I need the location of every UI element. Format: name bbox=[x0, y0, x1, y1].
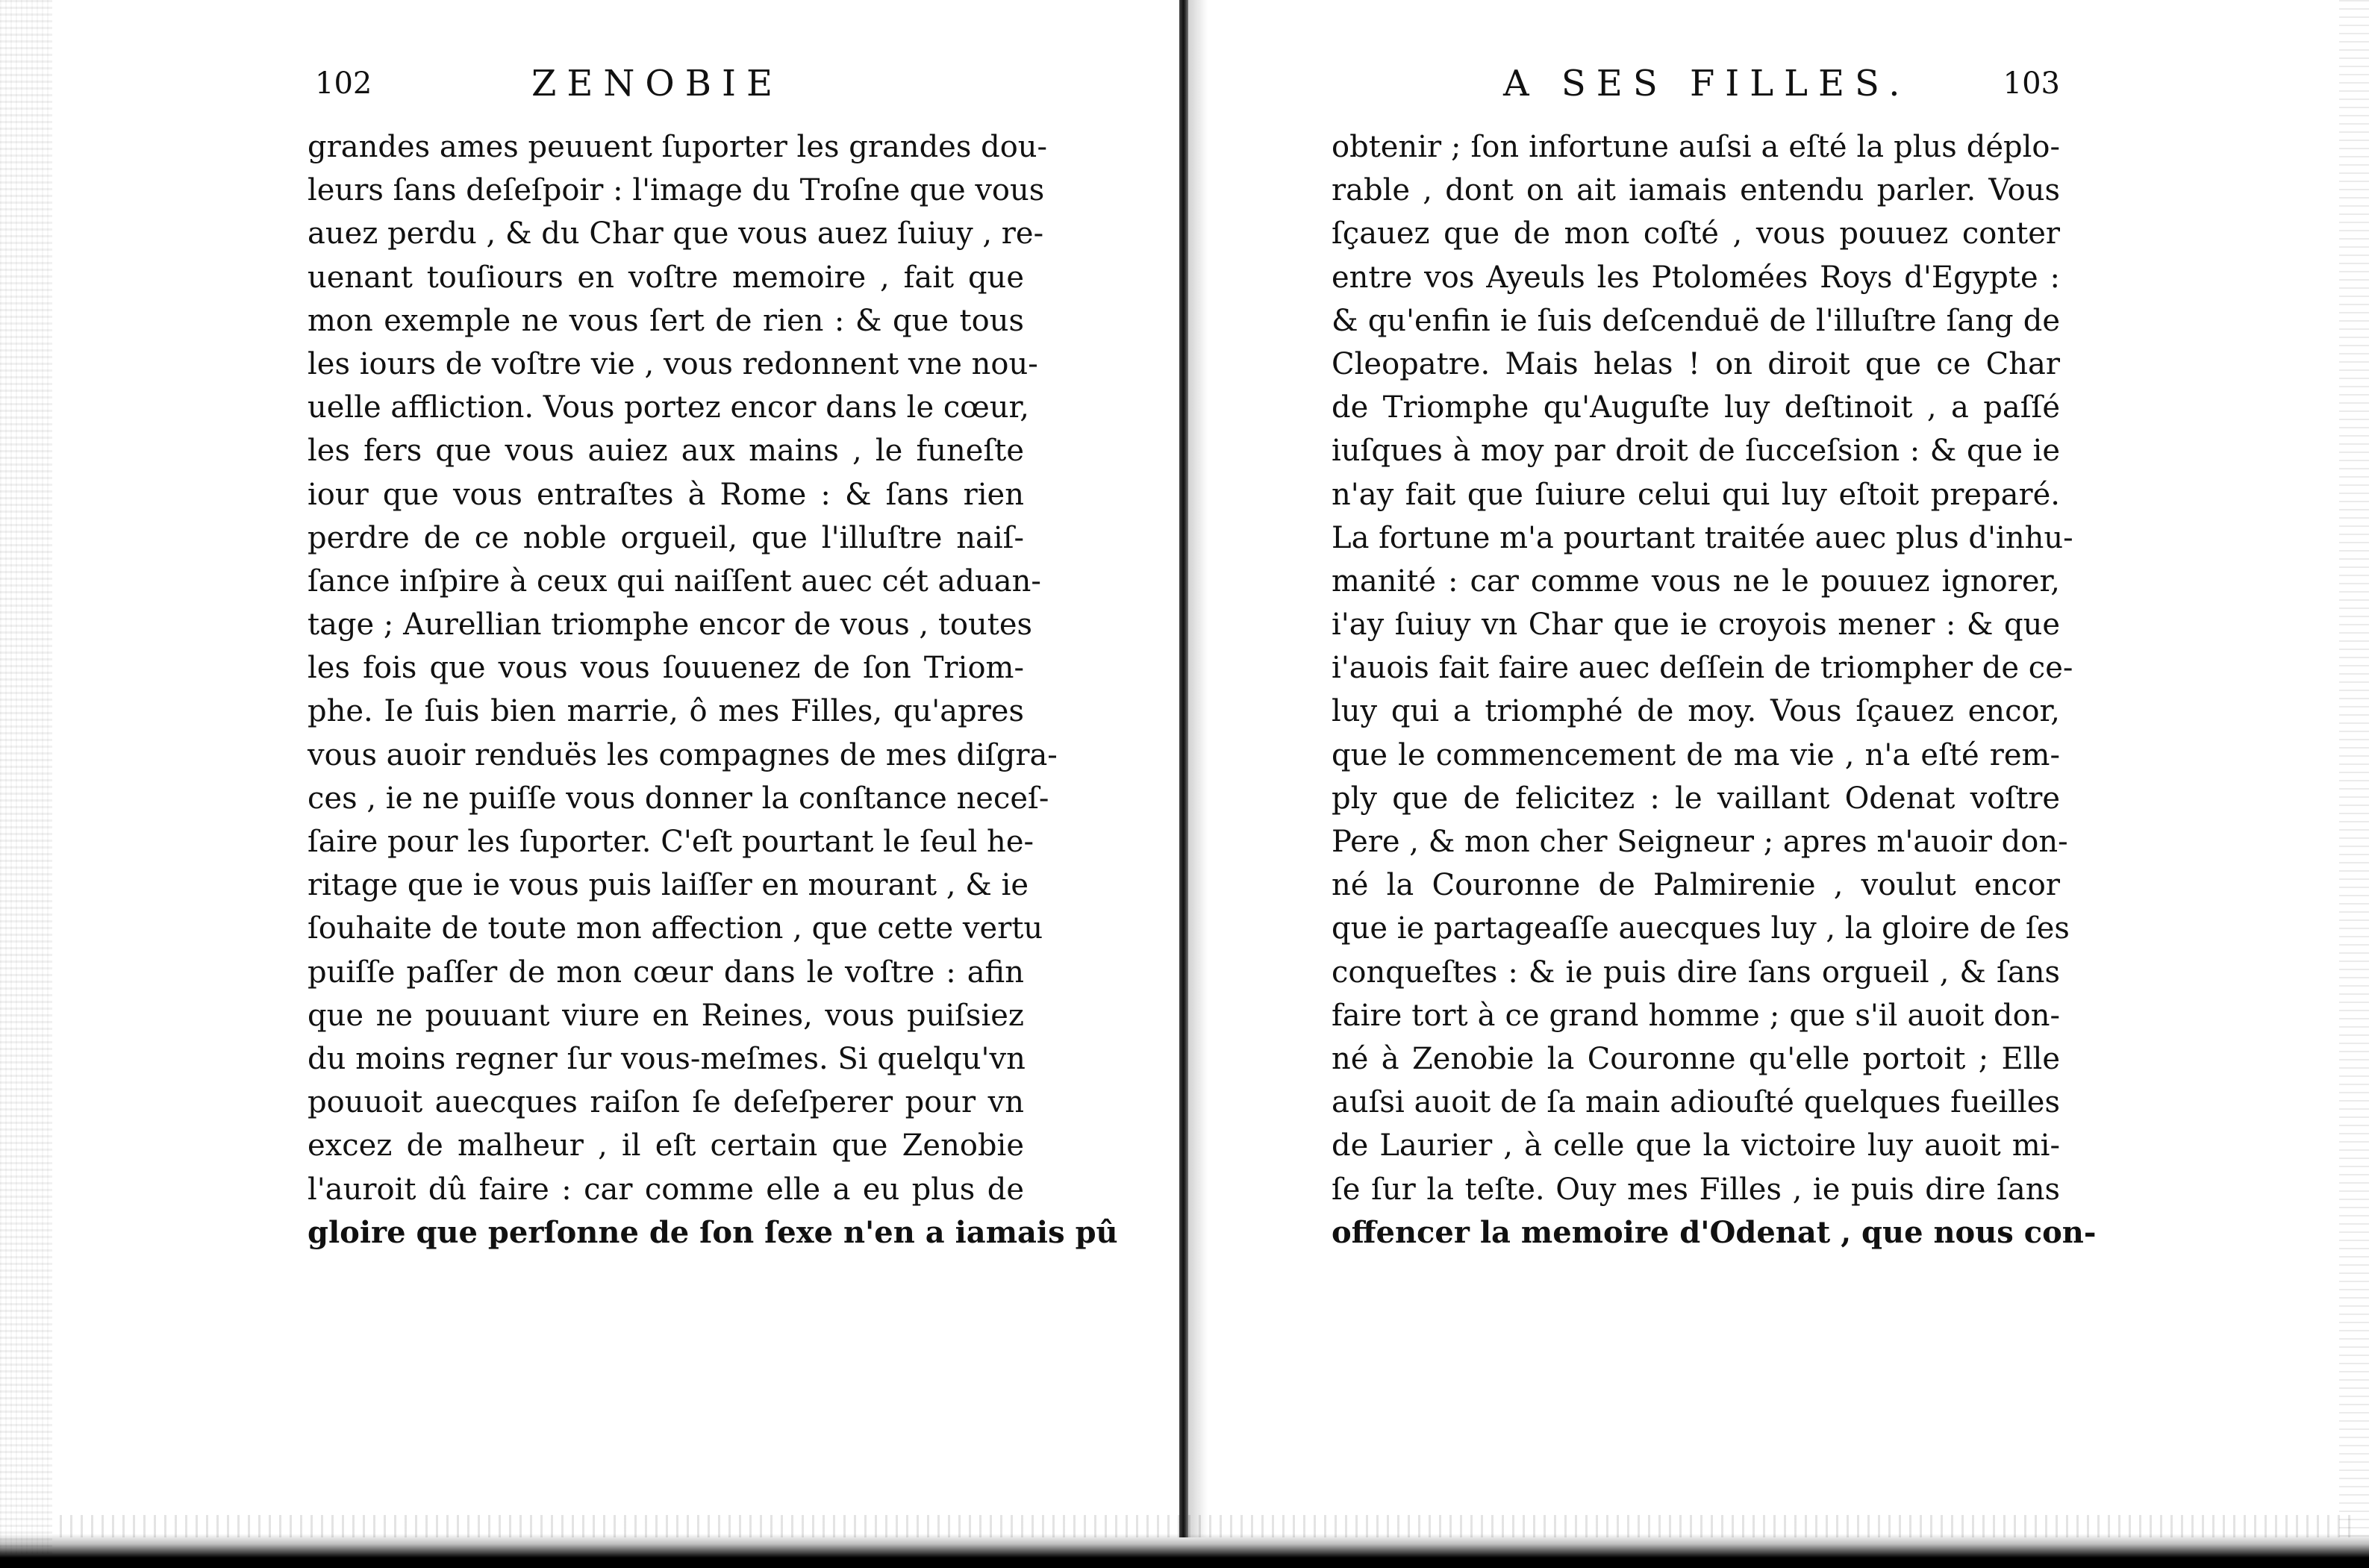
text-line: conqueſtes : & ie puis dire ſans orgueil , & ſans bbox=[1332, 955, 2060, 990]
text-line: ſe ſur la teſte. Ouy mes Filles , ie puis dire ſans bbox=[1332, 1172, 2060, 1207]
text-line: La fortune m'a pourtant traitée auec plus d'inhu- bbox=[1332, 520, 2073, 555]
text-line: puiſſe paſſer de mon cœur dans le voſtre : afin bbox=[308, 955, 1024, 990]
text-line: l'auroit dû faire : car comme elle a eu plus de bbox=[308, 1172, 1024, 1207]
text-line: auez perdu , & du Char que vous auez ſuiuy , re- bbox=[308, 216, 1044, 252]
text-line: i'auois fait faire auec deſſein de triompher de ce- bbox=[1332, 651, 2073, 686]
text-line: que le commencement de ma vie , n'a eſté rem- bbox=[1332, 737, 2060, 772]
text-line: perdre de ce noble orgueil, que l'illuſtre naiſ- bbox=[308, 520, 1024, 555]
text-line: né à Zenobie la Couronne qu'elle portoit ; Elle bbox=[1332, 1041, 2060, 1076]
right-running-head bbox=[1332, 61, 2060, 106]
book-gutter bbox=[1179, 0, 1188, 1537]
text-line: luy qui a triomphé de moy. Vous ſçauez encor, bbox=[1332, 694, 2060, 729]
text-line: phe. Ie ſuis bien marrie, ô mes Filles, qu'apres bbox=[308, 694, 1024, 729]
scan-left-edge bbox=[0, 0, 52, 1568]
text-line: ritage que ie vous puis laiſſer en mourant , & ie bbox=[308, 868, 1029, 903]
text-line: que ie partageaſſe auecques luy , la gloire de ſes bbox=[1332, 911, 2070, 946]
right-head-title: A SES FILLES. bbox=[1503, 63, 1911, 104]
text-line: mon exemple ne vous ſert de rien : & que tous bbox=[308, 303, 1024, 338]
text-line: ſçauez que de mon coſté , vous pouuez conter bbox=[1332, 216, 2060, 252]
scan-bottom-edge bbox=[0, 1534, 2369, 1568]
text-line: pouuoit auecques raiſon ſe deſeſperer pour vn bbox=[308, 1085, 1024, 1120]
text-line: uenant touſiours en voſtre memoire , fait que bbox=[308, 260, 1024, 295]
left-text-block bbox=[308, 125, 1118, 1255]
text-line: ces , ie ne puiſſe vous donner la conſtance neceſ- bbox=[308, 781, 1049, 816]
right-text-block bbox=[1332, 125, 2097, 1255]
text-line: Pere , & mon cher Seigneur ; apres m'auoir don- bbox=[1332, 825, 2068, 859]
text-line: offencer la memoire d'Odenat , que nous con- bbox=[1332, 1214, 2097, 1250]
text-line: gloire que perſonne de ſon ſexe n'en a iamais pû bbox=[308, 1214, 1118, 1250]
text-line: les fers que vous auiez aux mains , le funeſte bbox=[308, 434, 1024, 469]
left-running-head bbox=[308, 61, 1024, 106]
text-line: n'ay fait que ſuiure celui qui luy eſtoit preparé. bbox=[1332, 477, 2060, 512]
text-line: les fois que vous vous ſouuenez de ſon Triom- bbox=[308, 651, 1024, 686]
text-line: manité : car comme vous ne le pouuez ignorer, bbox=[1332, 563, 2060, 599]
text-line: obtenir ; ſon infortune auſsi a eſté la plus déplo- bbox=[1332, 130, 2060, 164]
scan-right-edge bbox=[2339, 0, 2369, 1537]
text-line: iour que vous entraſtes à Rome : & ſans rien bbox=[308, 477, 1024, 512]
text-line: vous auoir renduës les compagnes de mes diſgra- bbox=[308, 737, 1058, 772]
text-line: tage ; Aurellian triomphe encor de vous , toutes bbox=[308, 607, 1033, 643]
text-line: ſouhaite de toute mon affection , que cette vertu bbox=[308, 911, 1043, 946]
text-line: ply que de felicitez : le vaillant Odenat voſtre bbox=[1332, 781, 2060, 816]
text-line: grandes ames peuuent ſuporter les grandes dou- bbox=[308, 130, 1048, 164]
text-line: uelle affliction. Vous portez encor dans le cœur, bbox=[308, 390, 1029, 425]
text-line: que ne pouuant viure en Reines, vous puiſsiez bbox=[308, 998, 1024, 1033]
left-head-title: ZENOBIE bbox=[531, 63, 784, 104]
text-line: né la Couronne de Palmirenie , voulut encor bbox=[1332, 868, 2060, 903]
text-line: auſsi auoit de ſa main adiouſté quelques fueilles bbox=[1332, 1085, 2060, 1120]
right-page-number: 103 bbox=[2003, 66, 2060, 101]
text-line: de Triomphe qu'Auguſte luy deſtinoit , a paſſé bbox=[1332, 390, 2060, 425]
text-line: de Laurier , à celle que la victoire luy auoit mi- bbox=[1332, 1128, 2060, 1163]
text-line: iuſques à moy par droit de ſucceſsion : & que ie bbox=[1332, 434, 2060, 469]
text-line: entre vos Ayeuls les Ptolomées Roys d'Egypte : bbox=[1332, 260, 2060, 295]
left-page-number: 102 bbox=[315, 66, 372, 101]
text-line: du moins regner ſur vous-meſmes. Si quelqu'vn bbox=[308, 1041, 1026, 1076]
text-line: ſaire pour les ſuporter. C'eſt pourtant le ſeul he- bbox=[308, 825, 1034, 859]
text-line: excez de malheur , il eſt certain que Zenobie bbox=[308, 1128, 1024, 1163]
text-line: rable , dont on ait iamais entendu parler. Vous bbox=[1332, 173, 2060, 208]
text-line: leurs ſans deſeſpoir : l'image du Troſne que vous bbox=[308, 173, 1045, 208]
text-line: Cleopatre. Mais helas ! on diroit que ce Char bbox=[1332, 346, 2060, 381]
gutter-shadow bbox=[1188, 0, 1208, 1537]
text-line: faire tort à ce grand homme ; que s'il auoit don- bbox=[1332, 998, 2060, 1033]
text-line: ſance inſpire à ceux qui naiſſent auec cét aduan- bbox=[308, 563, 1041, 599]
text-line: i'ay ſuiuy vn Char que ie croyois mener : & que bbox=[1332, 607, 2060, 643]
text-line: & qu'enfin ie ſuis deſcenduë de l'illuſtre ſang de bbox=[1332, 303, 2060, 338]
text-line: les iours de voſtre vie , vous redonnent vne nou- bbox=[308, 346, 1038, 381]
